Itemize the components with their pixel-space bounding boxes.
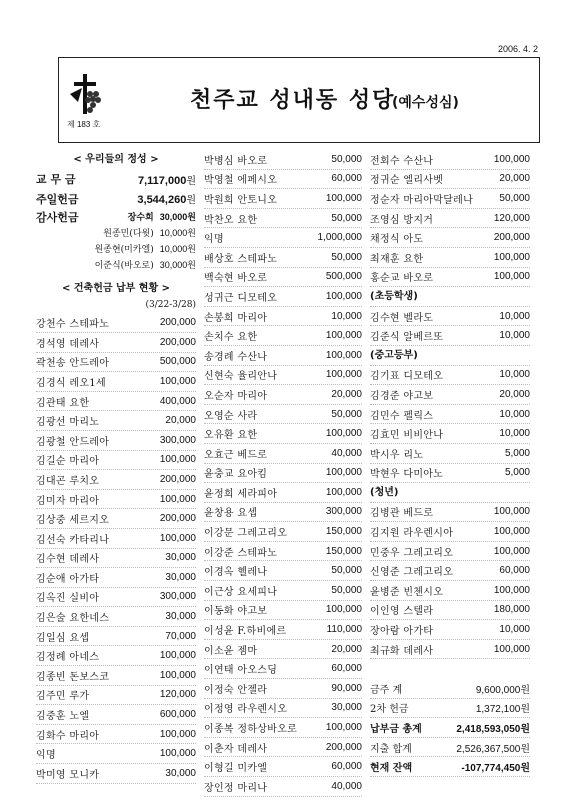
donor-name: 이근상 요세피나 [204,586,278,598]
donor-row [370,268,530,288]
donor-name: 김옥진 실비아 [36,593,100,605]
donor-row [204,385,362,405]
donor-amount: 150,000 [325,545,362,557]
donor-name: 손치수 요한 [204,332,258,344]
donor-row [36,646,196,666]
donor-list [204,150,362,797]
donor-row [36,392,196,412]
donor-row [370,464,530,484]
donor-name: 오순자 마리아 [204,390,268,402]
donor-amount: 50,000 [331,584,362,596]
donor-row [204,757,362,777]
donor-amount: 100,000 [325,604,362,616]
donor-amount: 5,000 [504,467,530,479]
donor-name: 배상호 스테파노 [204,253,278,265]
donor-name: 김순애 아가타 [36,573,100,585]
donor-amount: 100,000 [325,467,362,479]
donor-name: 박미영 모니카 [36,769,100,781]
donor-amount: 100,000 [159,493,196,505]
donor-row [204,601,362,621]
donor-row [204,522,362,542]
donor-amount: 10,000 [499,369,530,381]
donor-amount: 100,000 [493,153,530,165]
donor-row [36,705,196,725]
issue-date: 2006. 4. 2 [497,44,538,54]
donor-amount: 100,000 [493,584,530,596]
donor-row [204,228,362,248]
church-title: 천주교 성내동 성당 [190,88,396,113]
donor-row [36,725,196,745]
donor-name: 강천수 스테파노 [36,319,110,331]
donor-amount: 20,000 [331,388,362,400]
donor-row [204,346,362,366]
donor-name: 이강준 스테파노 [204,547,278,559]
donor-name: 신영준 그레고리오 [370,567,454,579]
donor-row [204,640,362,660]
total-label: 현재 잔액 [370,763,413,775]
donor-amount: 40,000 [331,780,362,792]
donor-amount: 30,000 [165,611,196,623]
totals-list [370,679,530,777]
donor-amount: 600,000 [159,709,196,721]
donor-name: 김효민 비비안나 [370,430,444,442]
offering-value: 7,117,000 [137,174,187,187]
donor-name: 박병심 바오로 [204,155,268,167]
donor-amount: 10,000 [499,330,530,342]
donor-amount: 30,000 [331,702,362,714]
donor-amount: 50,000 [499,192,530,204]
donor-amount: 300,000 [325,506,362,518]
donor-row [204,287,362,307]
donor-amount: 150,000 [325,526,362,538]
donor-amount: 50,000 [331,212,362,224]
donor-name: 김종빈 돈보스코 [36,671,110,683]
donor-row [36,549,196,569]
thanks-value: 30,000원 [159,260,196,271]
donor-row [204,307,362,327]
donor-amount: 60,000 [499,565,530,577]
thanks-name: 장수희 [127,213,154,224]
spacer [370,659,530,679]
donor-row [370,424,530,444]
offering-label: 교 무 금 [36,173,76,187]
donor-amount: 20,000 [165,415,196,427]
donor-row [370,444,530,464]
donor-row [204,209,362,229]
offering-unit: 원 [186,175,196,187]
column-offerings [36,150,196,784]
donor-amount: 120,000 [159,689,196,701]
donor-name: 윤병준 빈첸시오 [370,586,444,598]
donor-row [204,542,362,562]
donor-row [36,333,196,353]
offering-row [36,170,196,190]
donor-amount: 100,000 [159,669,196,681]
donor-row [204,581,362,601]
donor-name: 김경식 레오1세 [36,377,106,389]
donor-amount: 100,000 [325,349,362,361]
donor-name: 박원희 안토니오 [204,194,278,206]
donor-amount: 30,000 [165,552,196,564]
donor-name: 이강문 그레고리오 [204,528,288,540]
donor-name: 이춘자 데레사 [204,743,268,755]
donor-row [204,150,362,170]
elementary-list [370,307,530,346]
donor-row [370,150,530,170]
donor-amount: 50,000 [331,565,362,577]
donor-name: 신현숙 율리안나 [204,371,278,383]
donor-name: 최규화 데레사 [370,645,434,657]
donor-name: 장인정 마리나 [204,782,268,794]
donor-row [370,542,530,562]
donor-row [204,326,362,346]
donor-amount: 200,000 [159,513,196,525]
donor-name: 김지원 라우렌시아 [370,528,454,540]
donor-name: 김수현 데레사 [36,554,100,566]
donor-row [204,659,362,679]
donor-amount: 20,000 [499,388,530,400]
donor-row [204,679,362,699]
building-list [36,313,196,783]
donor-row [36,529,196,549]
donor-name: 이형길 미카엘 [204,763,268,775]
donor-row [370,405,530,425]
donor-name: 민중우 그레고리오 [370,547,454,559]
donor-name: 윤창용 요셉 [204,508,258,520]
donor-name: 김정례 아네스 [36,652,100,664]
donor-amount: 100,000 [493,545,530,557]
thanks-value: 10,000원 [159,244,196,255]
donor-name: 최재훈 요한 [370,253,424,265]
donor-amount: 100,000 [325,428,362,440]
donor-amount: 90,000 [331,682,362,694]
donor-amount: 200,000 [159,473,196,485]
donor-row [370,189,530,209]
total-label: 금주 계 [370,684,403,696]
donor-amount: 180,000 [493,604,530,616]
thanks-name: 이준식(바오로) [94,261,154,272]
building-date-range: (3/22-3/28) [145,300,196,311]
donor-amount: 20,000 [331,643,362,655]
donor-row [370,601,530,621]
donor-amount: 10,000 [499,428,530,440]
donor-name: 정귀순 엘리사벳 [370,175,444,187]
donor-amount: 100,000 [493,251,530,263]
donor-amount: 110,000 [326,624,362,636]
donor-row [36,372,196,392]
donor-name: 홍순교 바오로 [370,273,434,285]
total-label: 납부금 총계 [370,724,422,736]
donor-row [370,366,530,386]
total-row [370,699,530,719]
donor-name: 박현우 다미아노 [370,469,444,481]
donor-amount: 60,000 [331,761,362,773]
donor-row [204,248,362,268]
donor-row [204,464,362,484]
donor-name: 윤충교 요아킴 [204,469,268,481]
donor-row [36,627,196,647]
donor-name: 김기표 디모테오 [370,371,444,383]
donor-row [204,699,362,719]
youth-section-title: (청년) [370,483,530,503]
middle-high-section-title: (중고등부) [370,346,530,366]
thanks-row [36,241,196,257]
donor-amount: 200,000 [325,741,362,753]
donor-row [204,718,362,738]
thanks-value: 30,000원 [159,212,196,223]
donor-amount: 300,000 [159,591,196,603]
youth-list [370,503,530,660]
offering-row [36,189,196,209]
donor-name: 김화수 마리아 [36,730,100,742]
total-value: 9,600,000원 [475,684,530,696]
donor-name: 박영철 에페시오 [204,175,278,187]
donor-name: 송경례 수산나 [204,351,268,363]
donor-name: 이연태 아오스딩 [204,665,278,677]
total-row [370,757,530,777]
donor-row [204,503,362,523]
donor-row [36,353,196,373]
donor-name: 윤정희 세라피아 [204,488,278,500]
donor-name: 김수현 벨라도 [370,312,434,324]
donor-name: 이동화 야고보 [204,606,268,618]
donor-row [370,561,530,581]
donor-amount: 1,000,000 [317,232,362,244]
donor-amount: 100,000 [493,271,530,283]
donor-name: 이종복 정하상바오로 [204,724,298,736]
donor-amount: 10,000 [499,624,530,636]
donor-row [370,640,530,660]
donor-name: 김대곤 루치오 [36,475,100,487]
donor-row [370,228,530,248]
donor-name: 김일심 요셉 [36,632,90,644]
offering-label: 주일헌금 [36,192,79,206]
donor-row [36,451,196,471]
donor-row [36,764,196,784]
middle-high-list [370,366,530,484]
donor-amount: 30,000 [165,571,196,583]
thanks-value: 10,000원 [159,228,196,239]
donor-name: 조영심 방지거 [370,214,434,226]
total-row [370,738,530,758]
donor-row [370,248,530,268]
donor-amount: 30,000 [165,767,196,779]
donor-name: 전회수 수산나 [370,155,434,167]
donor-name: 익명 [36,750,56,762]
donor-amount: 100,000 [325,290,362,302]
donor-row [370,503,530,523]
donor-amount: 100,000 [493,643,530,655]
donor-amount: 100,000 [159,748,196,760]
donor-name: 김민수 펠릭스 [370,410,434,422]
total-value: 1,372,100원 [475,704,530,716]
donor-row [204,444,362,464]
donor-amount: 10,000 [331,310,362,322]
donor-name: 박찬오 요한 [204,214,258,226]
total-value: 2,526,367,500원 [456,743,530,755]
offering-value: 3,544,260 [137,194,187,207]
donor-name: 박시우 리노 [370,449,424,461]
issue-number: 제 183 호 [67,120,101,129]
church-logo-icon [66,72,104,116]
donor-amount: 20,000 [499,173,530,185]
donor-name: 백숙현 바오로 [204,273,268,285]
donor-name: 익명 [204,234,224,246]
offering-label: 감사헌금 [36,210,79,224]
donor-name: 이경옥 헬레나 [204,567,268,579]
offering-row [36,209,196,225]
donor-name: 김주민 루가 [36,691,90,703]
donor-row [36,431,196,451]
donor-name: 이정영 라우렌시오 [204,704,288,716]
donor-name: 김중훈 노엘 [36,711,90,723]
donor-name: 김길순 마리아 [36,456,100,468]
donor-name: 김미자 마리아 [36,495,100,507]
column-donors-3 [370,150,530,777]
total-value: 2,418,593,050원 [456,724,530,736]
donor-amount: 50,000 [331,153,362,165]
donor-amount: 5,000 [504,447,530,459]
donor-row [370,620,530,640]
donor-row [204,777,362,797]
donor-name: 김상중 세르지오 [36,515,110,527]
donor-name: 김은술 요한네스 [36,613,110,625]
donor-list [370,150,530,287]
donor-row [36,744,196,764]
donor-name: 김관태 요한 [36,397,90,409]
donor-name: 장아람 아가타 [370,626,434,638]
elementary-section-title: (초등학생) [370,287,530,307]
donor-amount: 60,000 [331,173,362,185]
donor-amount: 100,000 [493,526,530,538]
donor-row [204,189,362,209]
donor-amount: 10,000 [499,408,530,420]
donor-name: 성귀근 디모테오 [204,292,278,304]
offering-section-title: < 우리들의 정성 > [73,154,159,165]
donor-row [204,483,362,503]
donor-amount: 10,000 [499,310,530,322]
total-value: -107,774,450원 [461,763,530,775]
donor-name: 곽천송 안드레아 [36,358,110,370]
donor-name: 김광선 마리노 [36,417,100,429]
donor-amount: 70,000 [165,630,196,642]
donor-name: 김광철 안드레아 [36,436,110,448]
donor-amount: 100,000 [159,728,196,740]
donor-row [36,686,196,706]
donor-row [370,581,530,601]
donor-row [370,522,530,542]
donor-name: 이인영 스텔라 [370,606,434,618]
donor-row [370,307,530,327]
donor-row [36,666,196,686]
donor-amount: 100,000 [159,375,196,387]
donor-amount: 100,000 [325,722,362,734]
donor-row [370,170,530,190]
donor-row [36,470,196,490]
donor-name: 정순자 마리아막달레나 [370,194,474,206]
donor-name: 김준식 알베르또 [370,332,444,344]
donor-row [204,620,362,640]
donor-amount: 500,000 [159,356,196,368]
donor-name: 오유환 요한 [204,430,258,442]
church-subtitle: (예수성심) [392,95,459,111]
donor-row [36,490,196,510]
offering-unit: 원 [186,195,196,207]
donor-name: 이정숙 안젤라 [204,684,268,696]
building-section-title: < 건축헌금 납부 현황 > [62,282,170,294]
donor-amount: 120,000 [493,212,530,224]
donor-row [36,588,196,608]
donor-name: 김경준 야고보 [370,390,434,402]
total-row [370,679,530,699]
thanks-name: 원종민(다윗) [103,229,154,240]
total-label: 2차 헌금 [370,704,409,716]
thanks-row [36,257,196,273]
donor-amount: 100,000 [493,506,530,518]
donor-row [204,561,362,581]
donor-amount: 100,000 [325,486,362,498]
donor-row [204,366,362,386]
donor-amount: 100,000 [325,330,362,342]
donor-name: 오영순 사라 [204,410,258,422]
donor-row [204,738,362,758]
donor-name: 이성윤 F.하비에르 [204,626,287,638]
donor-row [204,170,362,190]
donor-row [370,385,530,405]
donor-amount: 100,000 [325,192,362,204]
donor-amount: 300,000 [159,434,196,446]
donor-amount: 60,000 [331,663,362,675]
donor-row [370,326,530,346]
donor-name: 이소윤 젬마 [204,645,258,657]
donor-name: 김병관 베드로 [370,508,434,520]
donor-row [36,509,196,529]
thanks-row [36,225,196,241]
donor-row [36,313,196,333]
donor-row [204,424,362,444]
donor-name: 손봉희 마리아 [204,312,268,324]
donor-amount: 500,000 [325,271,362,283]
donor-amount: 200,000 [493,232,530,244]
donor-row [204,268,362,288]
donor-amount: 200,000 [159,336,196,348]
donor-amount: 50,000 [331,408,362,420]
donor-amount: 400,000 [159,395,196,407]
donor-amount: 100,000 [159,532,196,544]
donor-amount: 50,000 [331,251,362,263]
donor-name: 김선숙 카타리나 [36,534,110,546]
donor-amount: 100,000 [159,650,196,662]
donor-name: 채정식 아도 [370,234,424,246]
donor-row [36,568,196,588]
column-donors-2 [204,150,362,797]
total-label: 지출 합계 [370,743,412,755]
total-row [370,718,530,738]
donor-name: 경석영 데레사 [36,338,100,350]
donor-row [370,209,530,229]
donor-amount: 40,000 [331,447,362,459]
donor-name: 오효근 베드로 [204,449,268,461]
donor-row [204,405,362,425]
donor-amount: 200,000 [159,317,196,329]
thanks-name: 원종현(미카엘) [94,245,154,256]
donor-row [36,411,196,431]
donor-amount: 100,000 [325,369,362,381]
donor-amount: 100,000 [159,454,196,466]
donor-row [36,607,196,627]
